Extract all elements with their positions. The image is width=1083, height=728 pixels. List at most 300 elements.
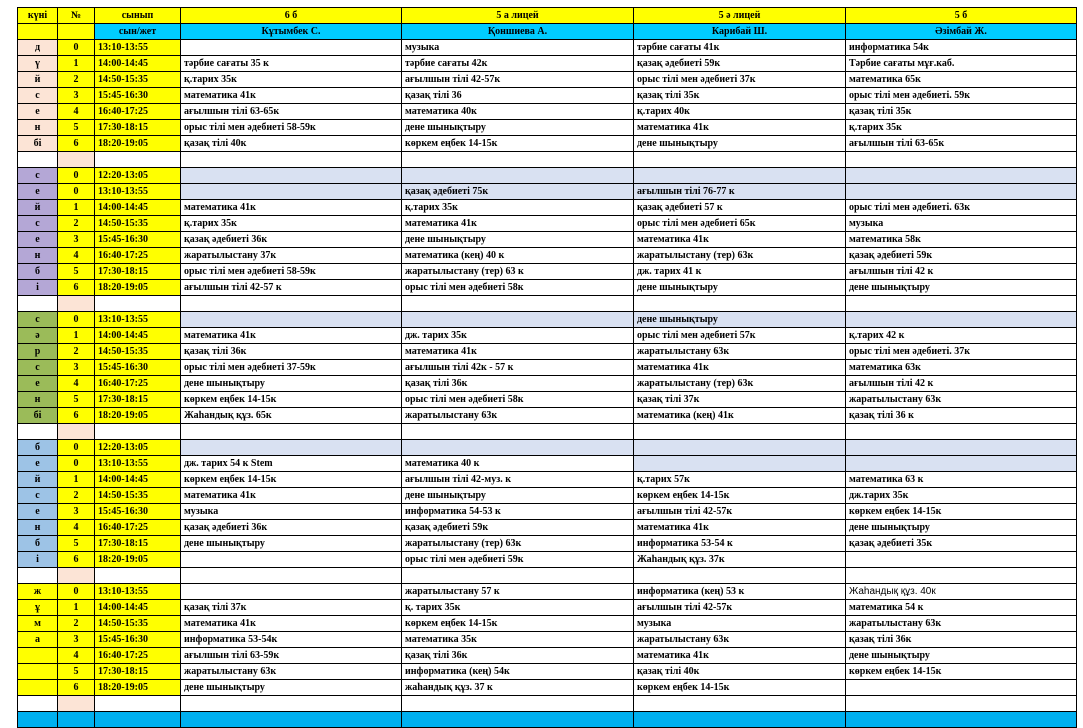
lesson-number: 5: [58, 392, 95, 408]
lesson-cell: [181, 440, 402, 456]
lesson-cell: жаратылыстану (тер) 63к: [634, 248, 846, 264]
lesson-number: 5: [58, 536, 95, 552]
lesson-cell: қ.тарих 40к: [634, 104, 846, 120]
separator-cell: [402, 152, 634, 168]
lesson-row: [18, 632, 1077, 648]
lesson-cell: жаратылыстану 37к: [181, 248, 402, 264]
lesson-cell: дене шынықтыру: [634, 136, 846, 152]
separator-cell: [634, 152, 846, 168]
lesson-cell: орыс тілі мен әдебиеті. 63к: [846, 200, 1077, 216]
lesson-cell: математика 41к: [181, 616, 402, 632]
lesson-cell: ағылшын тілі 42-57к: [634, 504, 846, 520]
lesson-cell: қазақ әдебиеті 59к: [402, 520, 634, 536]
lesson-row: [18, 184, 1077, 200]
lesson-cell: дене шынықтыру: [634, 312, 846, 328]
day-letter: е: [18, 376, 58, 392]
lesson-row: [18, 440, 1077, 456]
day-letter: а: [18, 632, 58, 648]
lesson-time: 14:50-15:35: [95, 488, 181, 504]
lesson-cell: жаратылыстану (тер) 63к: [634, 376, 846, 392]
lesson-time: 18:20-19:05: [95, 136, 181, 152]
lesson-cell: дене шынықтыру: [181, 680, 402, 696]
lesson-cell: көркем еңбек 14-15к: [402, 136, 634, 152]
lesson-row: [18, 120, 1077, 136]
lesson-cell: қазақ әдебиеті 57 к: [634, 200, 846, 216]
footer-cell: [634, 712, 846, 728]
day-letter: р: [18, 344, 58, 360]
lesson-number: 4: [58, 248, 95, 264]
lesson-cell: [181, 184, 402, 200]
lesson-cell: дене шынықтыру: [402, 120, 634, 136]
lesson-row: [18, 600, 1077, 616]
lesson-cell: [181, 552, 402, 568]
teacher-1: Кұтымбек С.: [181, 24, 402, 40]
lesson-cell: орыс тілі мен әдебиеті 57к: [634, 328, 846, 344]
lesson-time: 17:30-18:15: [95, 392, 181, 408]
separator-cell: [58, 424, 95, 440]
day-letter: й: [18, 72, 58, 88]
footer-cell: [181, 712, 402, 728]
lesson-time: 13:10-13:55: [95, 40, 181, 56]
lesson-time: 16:40-17:25: [95, 648, 181, 664]
lesson-number: 3: [58, 504, 95, 520]
separator-cell: [58, 568, 95, 584]
lesson-cell: көркем еңбек 14-15к: [634, 488, 846, 504]
separator-cell: [58, 296, 95, 312]
day-letter: н: [18, 520, 58, 536]
lesson-row: [18, 104, 1077, 120]
lesson-number: 2: [58, 616, 95, 632]
day-letter: с: [18, 312, 58, 328]
lesson-cell: жаратылыстану (тер) 63 к: [402, 264, 634, 280]
lesson-cell: қ.тарих 57к: [634, 472, 846, 488]
separator-cell: [58, 152, 95, 168]
separator-cell: [181, 152, 402, 168]
separator-cell: [181, 568, 402, 584]
lesson-cell: дене шынықтыру: [181, 536, 402, 552]
day-letter: с: [18, 216, 58, 232]
lesson-cell: математика 41к: [634, 648, 846, 664]
blank-cell: [58, 24, 95, 40]
separator-cell: [846, 424, 1077, 440]
number-header: №: [58, 8, 95, 24]
lesson-cell: ағылшын тілі 42-57к: [402, 72, 634, 88]
lesson-cell: математика 41к: [634, 232, 846, 248]
lesson-cell: музыка: [846, 216, 1077, 232]
lesson-row: [18, 328, 1077, 344]
lesson-cell: [634, 168, 846, 184]
lesson-cell: қ.тарих 42 к: [846, 328, 1077, 344]
lesson-cell: қ. тарих 35к: [402, 600, 634, 616]
lesson-cell: информатика 53-54 к: [634, 536, 846, 552]
separator-cell: [846, 568, 1077, 584]
lesson-time: 14:50-15:35: [95, 216, 181, 232]
lesson-row: [18, 72, 1077, 88]
lesson-cell: қазақ тілі 40к: [181, 136, 402, 152]
lesson-cell: ағылшын тілі 42 к: [846, 264, 1077, 280]
lesson-cell: дене шынықтыру: [181, 376, 402, 392]
lesson-time: 15:45-16:30: [95, 360, 181, 376]
lesson-time: 14:00-14:45: [95, 200, 181, 216]
lesson-cell: информатика 53-54к: [181, 632, 402, 648]
day-letter: й: [18, 200, 58, 216]
separator-cell: [18, 152, 58, 168]
lesson-cell: дене шынықтыру: [634, 280, 846, 296]
lesson-cell: математика 40к: [402, 104, 634, 120]
day-letter: н: [18, 392, 58, 408]
lesson-time: 13:10-13:55: [95, 312, 181, 328]
day-letter: бі: [18, 136, 58, 152]
lesson-cell: орыс тілі мен әдебиеті 58-59к: [181, 264, 402, 280]
lesson-cell: орыс тілі мен әдебиеті 37-59к: [181, 360, 402, 376]
lesson-cell: қазақ әдебиеті 59к: [846, 248, 1077, 264]
lesson-row: [18, 584, 1077, 600]
lesson-cell: ағылшын тілі 42-муз. к: [402, 472, 634, 488]
lesson-cell: тәрбие сағаты 35 к: [181, 56, 402, 72]
lesson-cell: [402, 168, 634, 184]
teacher-4: Әзімбай Ж.: [846, 24, 1077, 40]
day-letter: н: [18, 120, 58, 136]
lesson-row: [18, 56, 1077, 72]
lesson-time: 14:50-15:35: [95, 344, 181, 360]
day-letter: б: [18, 264, 58, 280]
day-letter: [18, 664, 58, 680]
lesson-cell: жаратылыстану (тер) 63к: [402, 536, 634, 552]
lesson-cell: ағылшын тілі 42 к: [846, 376, 1077, 392]
lesson-time: 17:30-18:15: [95, 264, 181, 280]
lesson-number: 2: [58, 488, 95, 504]
lesson-time: 14:00-14:45: [95, 328, 181, 344]
lesson-cell: жаһандық құз. 37 к: [402, 680, 634, 696]
lesson-time: 17:30-18:15: [95, 664, 181, 680]
lesson-cell: математика 65к: [846, 72, 1077, 88]
lesson-row: [18, 408, 1077, 424]
separator-cell: [18, 696, 58, 712]
lesson-cell: көркем еңбек 14-15к: [846, 664, 1077, 680]
class-5b: 5 б: [846, 8, 1077, 24]
lesson-time: 18:20-19:05: [95, 680, 181, 696]
lesson-number: 5: [58, 664, 95, 680]
lesson-row: [18, 200, 1077, 216]
lesson-time: 13:10-13:55: [95, 184, 181, 200]
lesson-time: 16:40-17:25: [95, 104, 181, 120]
lesson-cell: орыс тілі мен әдебиеті 59к: [402, 552, 634, 568]
lesson-cell: дж.тарих 35к: [846, 488, 1077, 504]
lesson-cell: жаратылыстану 63к: [846, 392, 1077, 408]
lesson-number: 1: [58, 328, 95, 344]
separator-cell: [95, 696, 181, 712]
lesson-cell: қ.тарих 35к: [181, 72, 402, 88]
class-header: сынып: [95, 8, 181, 24]
lesson-cell: [402, 312, 634, 328]
lesson-cell: Жаһандық құз. 37к: [634, 552, 846, 568]
lesson-row: [18, 392, 1077, 408]
lesson-cell: [181, 168, 402, 184]
lesson-row: [18, 280, 1077, 296]
lesson-cell: қ.тарих 35к: [846, 120, 1077, 136]
lesson-cell: дж. тарих 35к: [402, 328, 634, 344]
lesson-cell: тәрбие сағаты 41к: [634, 40, 846, 56]
teacher-3: Карибай Ш.: [634, 24, 846, 40]
day-letter: ү: [18, 56, 58, 72]
lesson-number: 3: [58, 632, 95, 648]
lesson-number: 2: [58, 72, 95, 88]
lesson-cell: Тәрбие сағаты мұғ.каб.: [846, 56, 1077, 72]
lesson-row: [18, 536, 1077, 552]
separator-cell: [634, 696, 846, 712]
lesson-cell: қазақ әдебиеті 75к: [402, 184, 634, 200]
lesson-cell: қазақ тілі 36к: [402, 648, 634, 664]
lesson-number: 2: [58, 216, 95, 232]
lesson-cell: орыс тілі мен әдебиеті 58-59к: [181, 120, 402, 136]
lesson-cell: көркем еңбек 14-15к: [181, 392, 402, 408]
lesson-time: 14:00-14:45: [95, 600, 181, 616]
lesson-number: 0: [58, 440, 95, 456]
lesson-cell: информатика (кең) 53 к: [634, 584, 846, 600]
lesson-cell: математика 63к: [846, 360, 1077, 376]
day-letter: с: [18, 488, 58, 504]
lesson-time: 15:45-16:30: [95, 232, 181, 248]
lesson-number: 4: [58, 104, 95, 120]
separator-cell: [402, 568, 634, 584]
separator-cell: [95, 152, 181, 168]
lesson-cell: жаратылыстану 63к: [634, 344, 846, 360]
lesson-cell: Жаһандық құз. 40к: [846, 584, 1077, 600]
lesson-row: [18, 488, 1077, 504]
lesson-cell: қ.тарих 35к: [181, 216, 402, 232]
lesson-cell: математика 35к: [402, 632, 634, 648]
lesson-cell: орыс тілі мен әдебиеті. 59к: [846, 88, 1077, 104]
lesson-number: 0: [58, 584, 95, 600]
separator-cell: [402, 424, 634, 440]
lesson-cell: математика 41к: [181, 488, 402, 504]
separator-cell: [634, 296, 846, 312]
lesson-cell: көркем еңбек 14-15к: [181, 472, 402, 488]
class-5a-lyceum: 5 а лицей: [402, 8, 634, 24]
lesson-number: 3: [58, 88, 95, 104]
lesson-time: 16:40-17:25: [95, 248, 181, 264]
lesson-cell: дене шынықтыру: [846, 280, 1077, 296]
lesson-number: 3: [58, 360, 95, 376]
day-letter: б: [18, 440, 58, 456]
lesson-cell: орыс тілі мен әдебиеті. 37к: [846, 344, 1077, 360]
separator-cell: [18, 424, 58, 440]
teacher-2: Қоншиева А.: [402, 24, 634, 40]
lesson-row: [18, 520, 1077, 536]
separator-cell: [634, 568, 846, 584]
lesson-cell: [846, 184, 1077, 200]
lesson-cell: дене шынықтыру: [846, 520, 1077, 536]
lesson-cell: қазақ тілі 35к: [634, 88, 846, 104]
day-separator: [18, 296, 1077, 312]
lesson-row: [18, 216, 1077, 232]
lesson-time: 14:00-14:45: [95, 56, 181, 72]
lesson-cell: ағылшын тілі 42-57 к: [181, 280, 402, 296]
lesson-cell: информатика 54к: [846, 40, 1077, 56]
lesson-number: 0: [58, 40, 95, 56]
lesson-row: [18, 344, 1077, 360]
lesson-time: 18:20-19:05: [95, 552, 181, 568]
separator-cell: [181, 424, 402, 440]
lesson-cell: қ.тарих 35к: [402, 200, 634, 216]
lesson-time: 18:20-19:05: [95, 408, 181, 424]
lesson-cell: қазақ әдебиеті 59к: [634, 56, 846, 72]
day-separator: [18, 424, 1077, 440]
separator-cell: [95, 296, 181, 312]
lesson-cell: [181, 584, 402, 600]
day-separator: [18, 696, 1077, 712]
lesson-cell: көркем еңбек 14-15к: [634, 680, 846, 696]
lesson-cell: математика 41к: [402, 216, 634, 232]
lesson-cell: информатика (кең) 54к: [402, 664, 634, 680]
lesson-number: 6: [58, 408, 95, 424]
separator-cell: [402, 696, 634, 712]
lesson-cell: жаратылыстану 57 к: [402, 584, 634, 600]
lesson-cell: музыка: [181, 504, 402, 520]
day-letter: с: [18, 168, 58, 184]
lesson-time: 12:20-13:05: [95, 168, 181, 184]
day-separator: [18, 568, 1077, 584]
lesson-cell: қазақ әдебиеті 36к: [181, 520, 402, 536]
separator-cell: [634, 424, 846, 440]
day-letter: с: [18, 360, 58, 376]
lesson-cell: математика 58к: [846, 232, 1077, 248]
day-letter: ә: [18, 328, 58, 344]
lesson-number: 0: [58, 168, 95, 184]
lesson-cell: қазақ әдебиеті 36к: [181, 232, 402, 248]
footer-cell: [58, 712, 95, 728]
lesson-cell: орыс тілі мен әдебиеті 37к: [634, 72, 846, 88]
lesson-cell: дене шынықтыру: [846, 648, 1077, 664]
lesson-time: 12:20-13:05: [95, 440, 181, 456]
lesson-row: [18, 40, 1077, 56]
lesson-cell: қазақ тілі 36к: [181, 344, 402, 360]
lesson-cell: ағылшын тілі 63-65к: [181, 104, 402, 120]
lesson-number: 0: [58, 184, 95, 200]
lesson-cell: [634, 456, 846, 472]
lesson-row: [18, 376, 1077, 392]
lesson-cell: жаратылыстану 63к: [181, 664, 402, 680]
footer-cell: [846, 712, 1077, 728]
lesson-row: [18, 456, 1077, 472]
lesson-row: [18, 504, 1077, 520]
day-letter: [18, 648, 58, 664]
lesson-cell: жаратылыстану 63к: [846, 616, 1077, 632]
lesson-cell: музыка: [634, 616, 846, 632]
day-letter: е: [18, 104, 58, 120]
schedule-table: [17, 7, 1077, 728]
lesson-number: 0: [58, 456, 95, 472]
lesson-time: 18:20-19:05: [95, 280, 181, 296]
lesson-time: 13:10-13:55: [95, 456, 181, 472]
lesson-cell: қазақ тілі 37к: [634, 392, 846, 408]
lesson-cell: қазақ тілі 36к: [402, 376, 634, 392]
lesson-cell: математика 41к: [634, 120, 846, 136]
lesson-cell: [846, 680, 1077, 696]
lesson-cell: Жаһандық құз. 65к: [181, 408, 402, 424]
day-separator: [18, 152, 1077, 168]
lesson-row: [18, 648, 1077, 664]
lesson-time: 14:50-15:35: [95, 616, 181, 632]
footer-cell: [18, 712, 58, 728]
lesson-time: 17:30-18:15: [95, 536, 181, 552]
lesson-cell: [846, 440, 1077, 456]
lesson-row: [18, 168, 1077, 184]
separator-cell: [846, 696, 1077, 712]
separator-cell: [95, 568, 181, 584]
lesson-row: [18, 680, 1077, 696]
lesson-number: 6: [58, 136, 95, 152]
lesson-number: 0: [58, 312, 95, 328]
day-letter: б: [18, 536, 58, 552]
lesson-cell: математика (кең) 40 к: [402, 248, 634, 264]
footer-cell: [95, 712, 181, 728]
lesson-cell: орыс тілі мен әдебиеті 58к: [402, 280, 634, 296]
lesson-cell: математика 41к: [634, 520, 846, 536]
lesson-row: [18, 552, 1077, 568]
lesson-time: 16:40-17:25: [95, 520, 181, 536]
teacher-col-header: сын/жет: [95, 24, 181, 40]
lesson-time: 16:40-17:25: [95, 376, 181, 392]
lesson-cell: ағылшын тілі 63-59к: [181, 648, 402, 664]
day-letter: е: [18, 184, 58, 200]
separator-cell: [181, 296, 402, 312]
lesson-cell: дене шынықтыру: [402, 488, 634, 504]
lesson-cell: математика 41к: [634, 360, 846, 376]
day-letter: бі: [18, 408, 58, 424]
lesson-row: [18, 312, 1077, 328]
lesson-row: [18, 616, 1077, 632]
header-row: [18, 8, 1077, 24]
lesson-cell: [634, 440, 846, 456]
lesson-cell: тәрбие сағаты 42к: [402, 56, 634, 72]
lesson-cell: қазақ тілі 37к: [181, 600, 402, 616]
lesson-cell: дене шынықтыру: [402, 232, 634, 248]
separator-cell: [58, 696, 95, 712]
blank-cell: [18, 24, 58, 40]
lesson-number: 4: [58, 376, 95, 392]
day-letter: і: [18, 552, 58, 568]
lesson-cell: дж. тарих 41 к: [634, 264, 846, 280]
lesson-number: 2: [58, 344, 95, 360]
lesson-row: [18, 88, 1077, 104]
footer-cell: [402, 712, 634, 728]
day-letter: і: [18, 280, 58, 296]
lesson-row: [18, 360, 1077, 376]
lesson-time: 14:00-14:45: [95, 472, 181, 488]
lesson-cell: дж. тарих 54 к Stem: [181, 456, 402, 472]
lesson-time: 17:30-18:15: [95, 120, 181, 136]
day-letter: е: [18, 456, 58, 472]
day-letter: с: [18, 88, 58, 104]
teacher-row: [18, 24, 1077, 40]
class-6b: 6 б: [181, 8, 402, 24]
lesson-cell: көркем еңбек 14-15к: [846, 504, 1077, 520]
separator-cell: [95, 424, 181, 440]
lesson-row: [18, 248, 1077, 264]
lesson-row: [18, 136, 1077, 152]
footer-band: [18, 712, 1077, 728]
lesson-cell: математика 63 к: [846, 472, 1077, 488]
day-letter: м: [18, 616, 58, 632]
lesson-cell: ағылшын тілі 42к - 57 к: [402, 360, 634, 376]
lesson-cell: қазақ тілі 36к: [846, 632, 1077, 648]
lesson-cell: [181, 312, 402, 328]
day-letter: й: [18, 472, 58, 488]
lesson-row: [18, 232, 1077, 248]
lesson-cell: математика (кең) 41к: [634, 408, 846, 424]
day-letter: е: [18, 504, 58, 520]
